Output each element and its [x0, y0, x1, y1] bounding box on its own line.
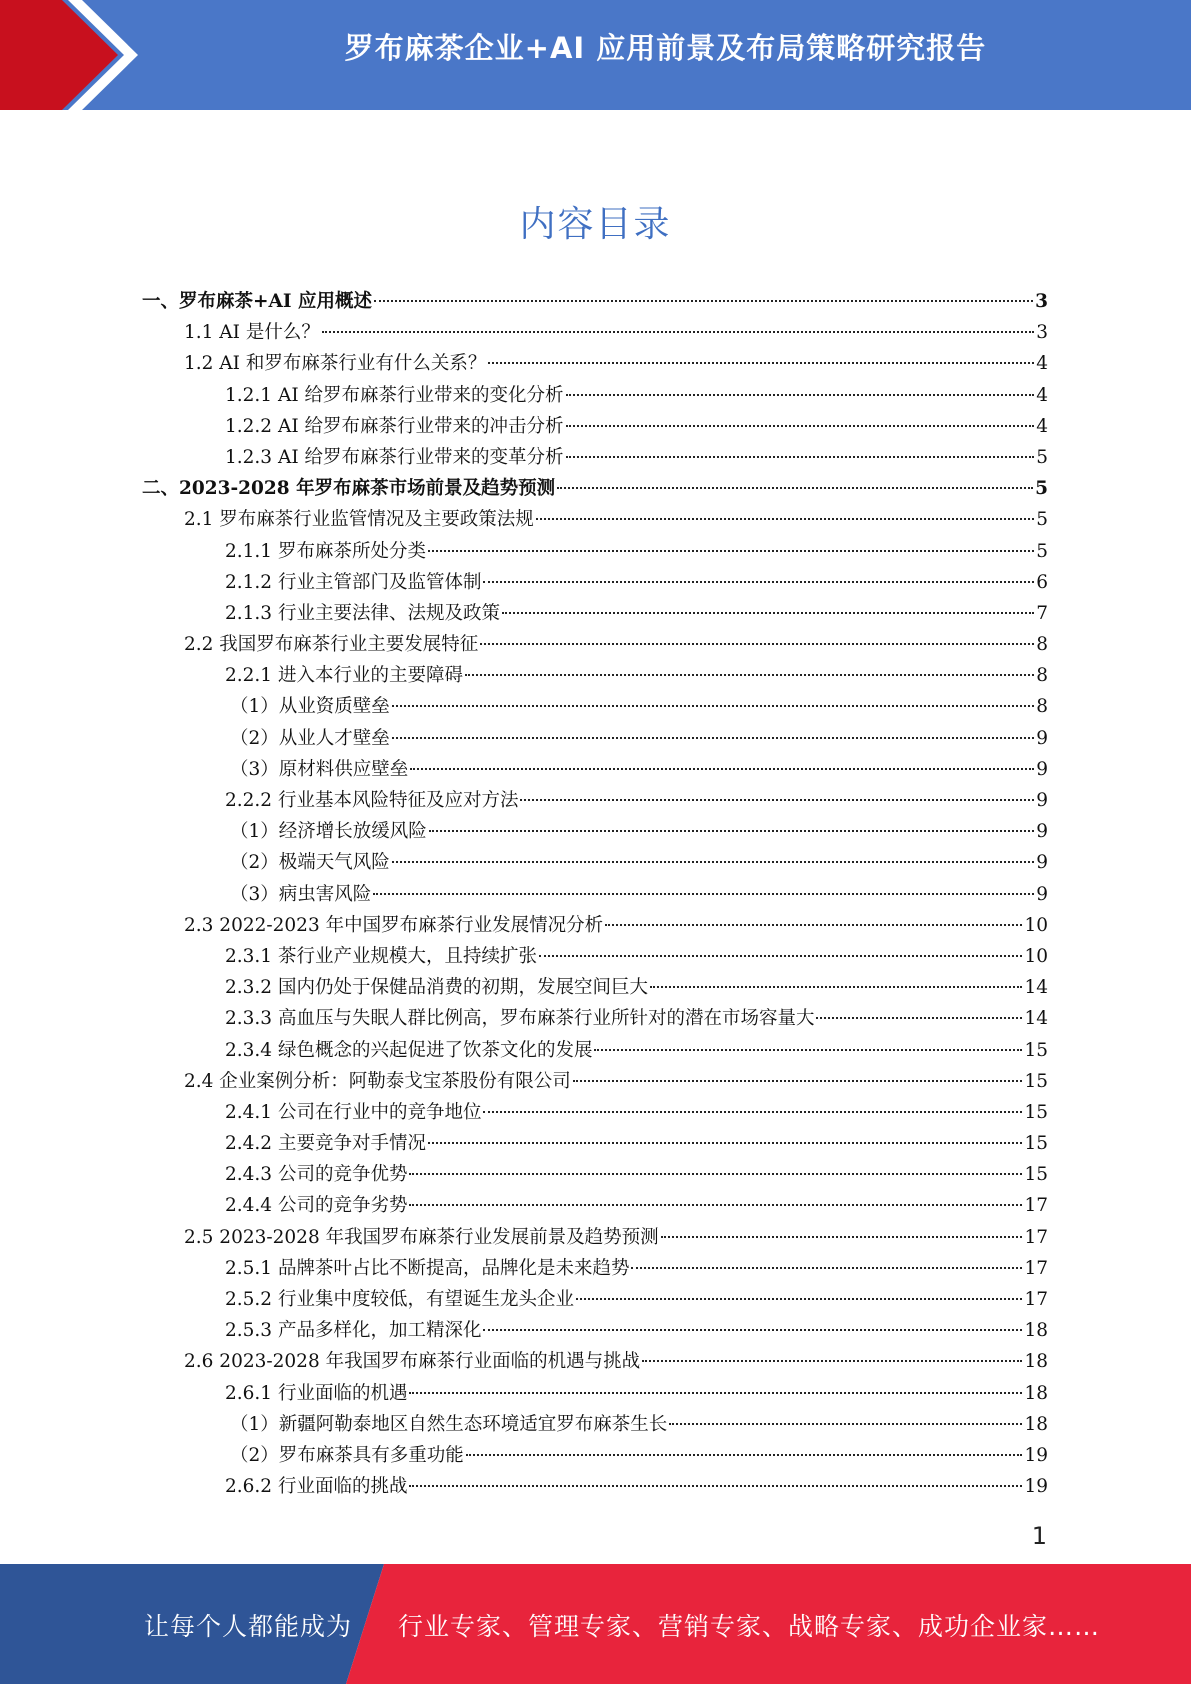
toc-entry-text: （1）新疆阿勒泰地区自然生态环境适宜罗布麻茶生长	[230, 1413, 668, 1435]
toc-entry[interactable]	[142, 348, 1048, 379]
toc-dot-leader	[520, 799, 1034, 801]
toc-entry-text: （3）原材料供应壁垒	[230, 758, 409, 780]
toc-entry-page: 5	[1036, 509, 1048, 531]
toc-list	[142, 286, 1048, 1502]
toc-entry-text: 2.6.2 行业面临的挑战	[225, 1476, 408, 1498]
toc-dot-leader	[539, 955, 1022, 957]
toc-entry[interactable]	[142, 1315, 1048, 1346]
toc-entry[interactable]	[142, 847, 1048, 878]
toc-dot-leader	[322, 331, 1034, 333]
toc-entry-text: 1.2.1 AI 给罗布麻茶行业带来的变化分析	[225, 384, 564, 406]
toc-entry-text: （2）从业人才壁垒	[230, 727, 390, 749]
toc-entry-page: 18	[1024, 1320, 1048, 1342]
toc-entry-page: 17	[1024, 1195, 1048, 1217]
toc-entry-page: 9	[1036, 821, 1048, 843]
toc-dot-leader	[392, 737, 1034, 739]
toc-dot-leader	[409, 1392, 1022, 1394]
toc-entry-page: 8	[1036, 634, 1048, 656]
toc-dot-leader	[466, 1454, 1023, 1456]
toc-entry[interactable]	[142, 1003, 1048, 1034]
toc-entry-page: 9	[1036, 790, 1048, 811]
toc-entry-page: 4	[1036, 353, 1048, 375]
toc-entry[interactable]	[142, 1346, 1048, 1377]
toc-entry[interactable]	[142, 1253, 1048, 1284]
toc-entry-page: 18	[1024, 1413, 1048, 1435]
toc-entry-page: 7	[1036, 602, 1048, 624]
toc-dot-leader	[566, 425, 1035, 427]
toc-entry-page: 15	[1024, 1101, 1048, 1123]
toc-entry-page: 9	[1036, 727, 1048, 749]
toc-entry-page: 5	[1036, 446, 1048, 468]
toc-dot-leader	[650, 986, 1022, 988]
toc-entry-page: 17	[1024, 1226, 1048, 1248]
toc-entry-text: 2.6 2023-2028 年我国罗布麻茶行业面临的机遇与挑战	[184, 1351, 641, 1373]
toc-title: 内容目录	[519, 204, 672, 245]
toc-dot-leader	[661, 1236, 1023, 1238]
toc-dot-leader	[373, 893, 1034, 895]
toc-entry-page: 4	[1036, 384, 1048, 406]
toc-dot-leader	[465, 674, 1034, 676]
toc-entry-text: 2.4.3 公司的竞争优势	[225, 1164, 408, 1186]
toc-dot-leader	[483, 1329, 1022, 1331]
toc-dot-leader	[428, 550, 1034, 552]
toc-entry-text: 二、2023-2028 年罗布麻茶市场前景及趋势预测	[142, 478, 556, 500]
toc-entry-page: 3	[1036, 322, 1048, 344]
toc-dot-leader	[374, 300, 1033, 302]
toc-entry[interactable]	[142, 286, 1048, 317]
toc-entry-text: 2.3.4 绿色概念的兴起促进了饮茶文化的发展	[225, 1039, 593, 1061]
toc-dot-leader	[409, 1485, 1022, 1487]
toc-dot-leader	[605, 924, 1022, 926]
toc-entry-text: 2.2 我国罗布麻茶行业主要发展特征	[184, 634, 479, 656]
toc-entry[interactable]	[142, 1222, 1048, 1253]
toc-dot-leader	[594, 1049, 1022, 1051]
toc-entry[interactable]	[142, 1190, 1048, 1221]
footer-slogan-left: 让每个人都能成为	[144, 1612, 353, 1641]
toc-entry-text: （2）罗布麻茶具有多重功能	[230, 1444, 464, 1466]
toc-entry-text: （1）经济增长放缓风险	[230, 821, 427, 843]
toc-entry[interactable]	[142, 972, 1048, 1003]
toc-entry-text: 2.3 2022-2023 年中国罗布麻茶行业发展情况分析	[184, 914, 604, 936]
toc-entry[interactable]	[142, 1409, 1048, 1440]
toc-entry-page: 19	[1024, 1444, 1048, 1466]
toc-entry-page: 18	[1024, 1351, 1048, 1373]
toc-dot-leader	[557, 487, 1033, 489]
toc-dot-leader	[642, 1360, 1022, 1362]
toc-entry[interactable]	[142, 1128, 1048, 1159]
toc-entry-page: 6	[1036, 571, 1048, 593]
toc-entry-page: 10	[1024, 914, 1048, 936]
report-title: 罗布麻茶企业+AI 应用前景及布局策略研究报告	[344, 31, 987, 65]
toc-entry[interactable]	[142, 598, 1048, 629]
toc-dot-leader	[409, 1173, 1022, 1175]
toc-entry[interactable]	[142, 691, 1048, 722]
toc-entry-text: （3）病虫害风险	[230, 883, 372, 905]
footer-banner	[0, 1564, 1191, 1684]
toc-entry-page: 8	[1036, 696, 1048, 718]
toc-entry[interactable]	[142, 1159, 1048, 1190]
toc-dot-leader	[392, 861, 1034, 863]
toc-entry-page: 10	[1024, 945, 1048, 967]
toc-entry-text: （2）极端天气风险	[230, 852, 390, 874]
toc-entry-page: 17	[1024, 1289, 1048, 1310]
toc-entry[interactable]	[142, 567, 1048, 598]
toc-entry[interactable]	[142, 660, 1048, 691]
toc-entry-page: 15	[1024, 1133, 1048, 1155]
toc-entry-text: 1.2.3 AI 给罗布麻茶行业带来的变革分析	[225, 446, 564, 468]
toc-entry-page: 19	[1024, 1476, 1048, 1498]
toc-entry[interactable]	[142, 1378, 1048, 1409]
toc-entry-text: 2.3.2 国内仍处于保健品消费的初期，发展空间巨大	[225, 977, 648, 999]
toc-entry[interactable]	[142, 879, 1048, 910]
toc-entry-text: 1.1 AI 是什么？	[184, 322, 320, 344]
page-number: 1	[1031, 1522, 1047, 1550]
toc-entry-page: 5	[1035, 478, 1048, 500]
toc-entry[interactable]	[142, 1066, 1048, 1097]
toc-entry-page: 3	[1035, 291, 1048, 312]
toc-entry-text: 2.5 2023-2028 年我国罗布麻茶行业发展前景及趋势预测	[184, 1226, 659, 1248]
toc-dot-leader	[429, 830, 1034, 832]
toc-entry[interactable]	[142, 536, 1048, 567]
toc-entry[interactable]	[142, 910, 1048, 941]
toc-dot-leader	[573, 1080, 1023, 1082]
toc-entry-text: 2.4 企业案例分析：阿勒泰戈宝茶股份有限公司	[184, 1070, 571, 1092]
toc-entry-text: （1）从业资质壁垒	[230, 696, 390, 718]
toc-dot-leader	[816, 1017, 1022, 1019]
toc-entry[interactable]	[142, 941, 1048, 972]
toc-entry-text: 1.2.2 AI 给罗布麻茶行业带来的冲击分析	[225, 415, 564, 437]
toc-dot-leader	[502, 612, 1034, 614]
toc-entry[interactable]	[142, 411, 1048, 442]
toc-entry-text: 2.2.1 进入本行业的主要障碍	[225, 665, 463, 687]
toc-entry[interactable]	[142, 1097, 1048, 1128]
toc-entry[interactable]	[142, 1035, 1048, 1066]
toc-entry-page: 17	[1024, 1257, 1048, 1279]
toc-entry-page: 14	[1024, 977, 1048, 999]
toc-entry[interactable]	[142, 1471, 1048, 1502]
toc-entry-page: 15	[1024, 1039, 1048, 1061]
toc-entry-text: 2.2.2 行业基本风险特征及应对方法	[225, 790, 519, 811]
toc-entry-page: 5	[1036, 540, 1048, 562]
toc-dot-leader	[566, 394, 1035, 396]
toc-entry-page: 15	[1024, 1164, 1048, 1186]
toc-entry-text: 2.1 罗布麻茶行业监管情况及主要政策法规	[184, 509, 534, 531]
toc-dot-leader	[483, 581, 1034, 583]
toc-entry[interactable]	[142, 473, 1048, 504]
toc-dot-leader	[480, 643, 1034, 645]
toc-entry-text: 2.1.2 行业主管部门及监管体制	[225, 571, 482, 593]
toc-entry-text: 2.4.4 公司的竞争劣势	[225, 1195, 408, 1217]
toc-entry-page: 4	[1036, 415, 1048, 437]
toc-entry-text: 2.5.3 产品多样化，加工精深化	[225, 1320, 482, 1342]
toc-dot-leader	[576, 1298, 1022, 1300]
toc-entry-text: 2.3.3 高血压与失眠人群比例高，罗布麻茶行业所针对的潜在市场容量大	[225, 1008, 815, 1030]
toc-entry-text: 一、罗布麻茶+AI 应用概述	[142, 291, 372, 312]
toc-entry[interactable]	[142, 1284, 1048, 1315]
toc-entry-text: 2.4.1 公司在行业中的竞争地位	[225, 1101, 482, 1123]
toc-entry-text: 2.6.1 行业面临的机遇	[225, 1382, 408, 1404]
toc-entry[interactable]	[142, 816, 1048, 847]
toc-dot-leader	[410, 768, 1034, 770]
header-banner	[0, 0, 1191, 110]
toc-dot-leader	[566, 456, 1035, 458]
toc-entry-page: 9	[1036, 883, 1048, 905]
toc-entry-text: 2.1.1 罗布麻茶所处分类	[225, 540, 426, 562]
toc-entry-page: 15	[1024, 1070, 1048, 1092]
toc-entry-text: 2.4.2 主要竞争对手情况	[225, 1133, 426, 1155]
toc-entry-page: 9	[1036, 852, 1048, 874]
toc-entry[interactable]	[142, 504, 1048, 535]
toc-entry[interactable]	[142, 317, 1048, 348]
toc-dot-leader	[488, 362, 1034, 364]
toc-dot-leader	[392, 705, 1034, 707]
toc-entry-text: 1.2 AI 和罗布麻茶行业有什么关系？	[184, 353, 487, 375]
toc-dot-leader	[631, 1267, 1022, 1269]
toc-entry-text: 2.5.1 品牌茶叶占比不断提高，品牌化是未来趋势	[225, 1257, 630, 1279]
footer-slogan-right: 行业专家、管理专家、营销专家、战略专家、成功企业家……	[398, 1612, 1101, 1641]
toc-entry[interactable]	[142, 723, 1048, 754]
toc-entry[interactable]	[142, 754, 1048, 785]
toc-dot-leader	[669, 1423, 1022, 1425]
toc-dot-leader	[483, 1111, 1022, 1113]
toc-dot-leader	[409, 1204, 1022, 1206]
toc-entry[interactable]	[142, 442, 1048, 473]
toc-entry-page: 14	[1024, 1008, 1048, 1030]
toc-entry[interactable]	[142, 629, 1048, 660]
toc-entry-text: 2.3.1 茶行业产业规模大，且持续扩张	[225, 945, 537, 967]
toc-entry-page: 18	[1024, 1382, 1048, 1404]
toc-entry[interactable]	[142, 785, 1048, 816]
toc-entry-page: 9	[1036, 758, 1048, 780]
toc-entry-page: 8	[1036, 665, 1048, 687]
toc-entry-text: 2.1.3 行业主要法律、法规及政策	[225, 602, 500, 624]
toc-entry[interactable]	[142, 380, 1048, 411]
toc-entry[interactable]	[142, 1440, 1048, 1471]
toc-entry-text: 2.5.2 行业集中度较低，有望诞生龙头企业	[225, 1289, 574, 1310]
toc-dot-leader	[428, 1142, 1022, 1144]
toc-dot-leader	[536, 518, 1034, 520]
